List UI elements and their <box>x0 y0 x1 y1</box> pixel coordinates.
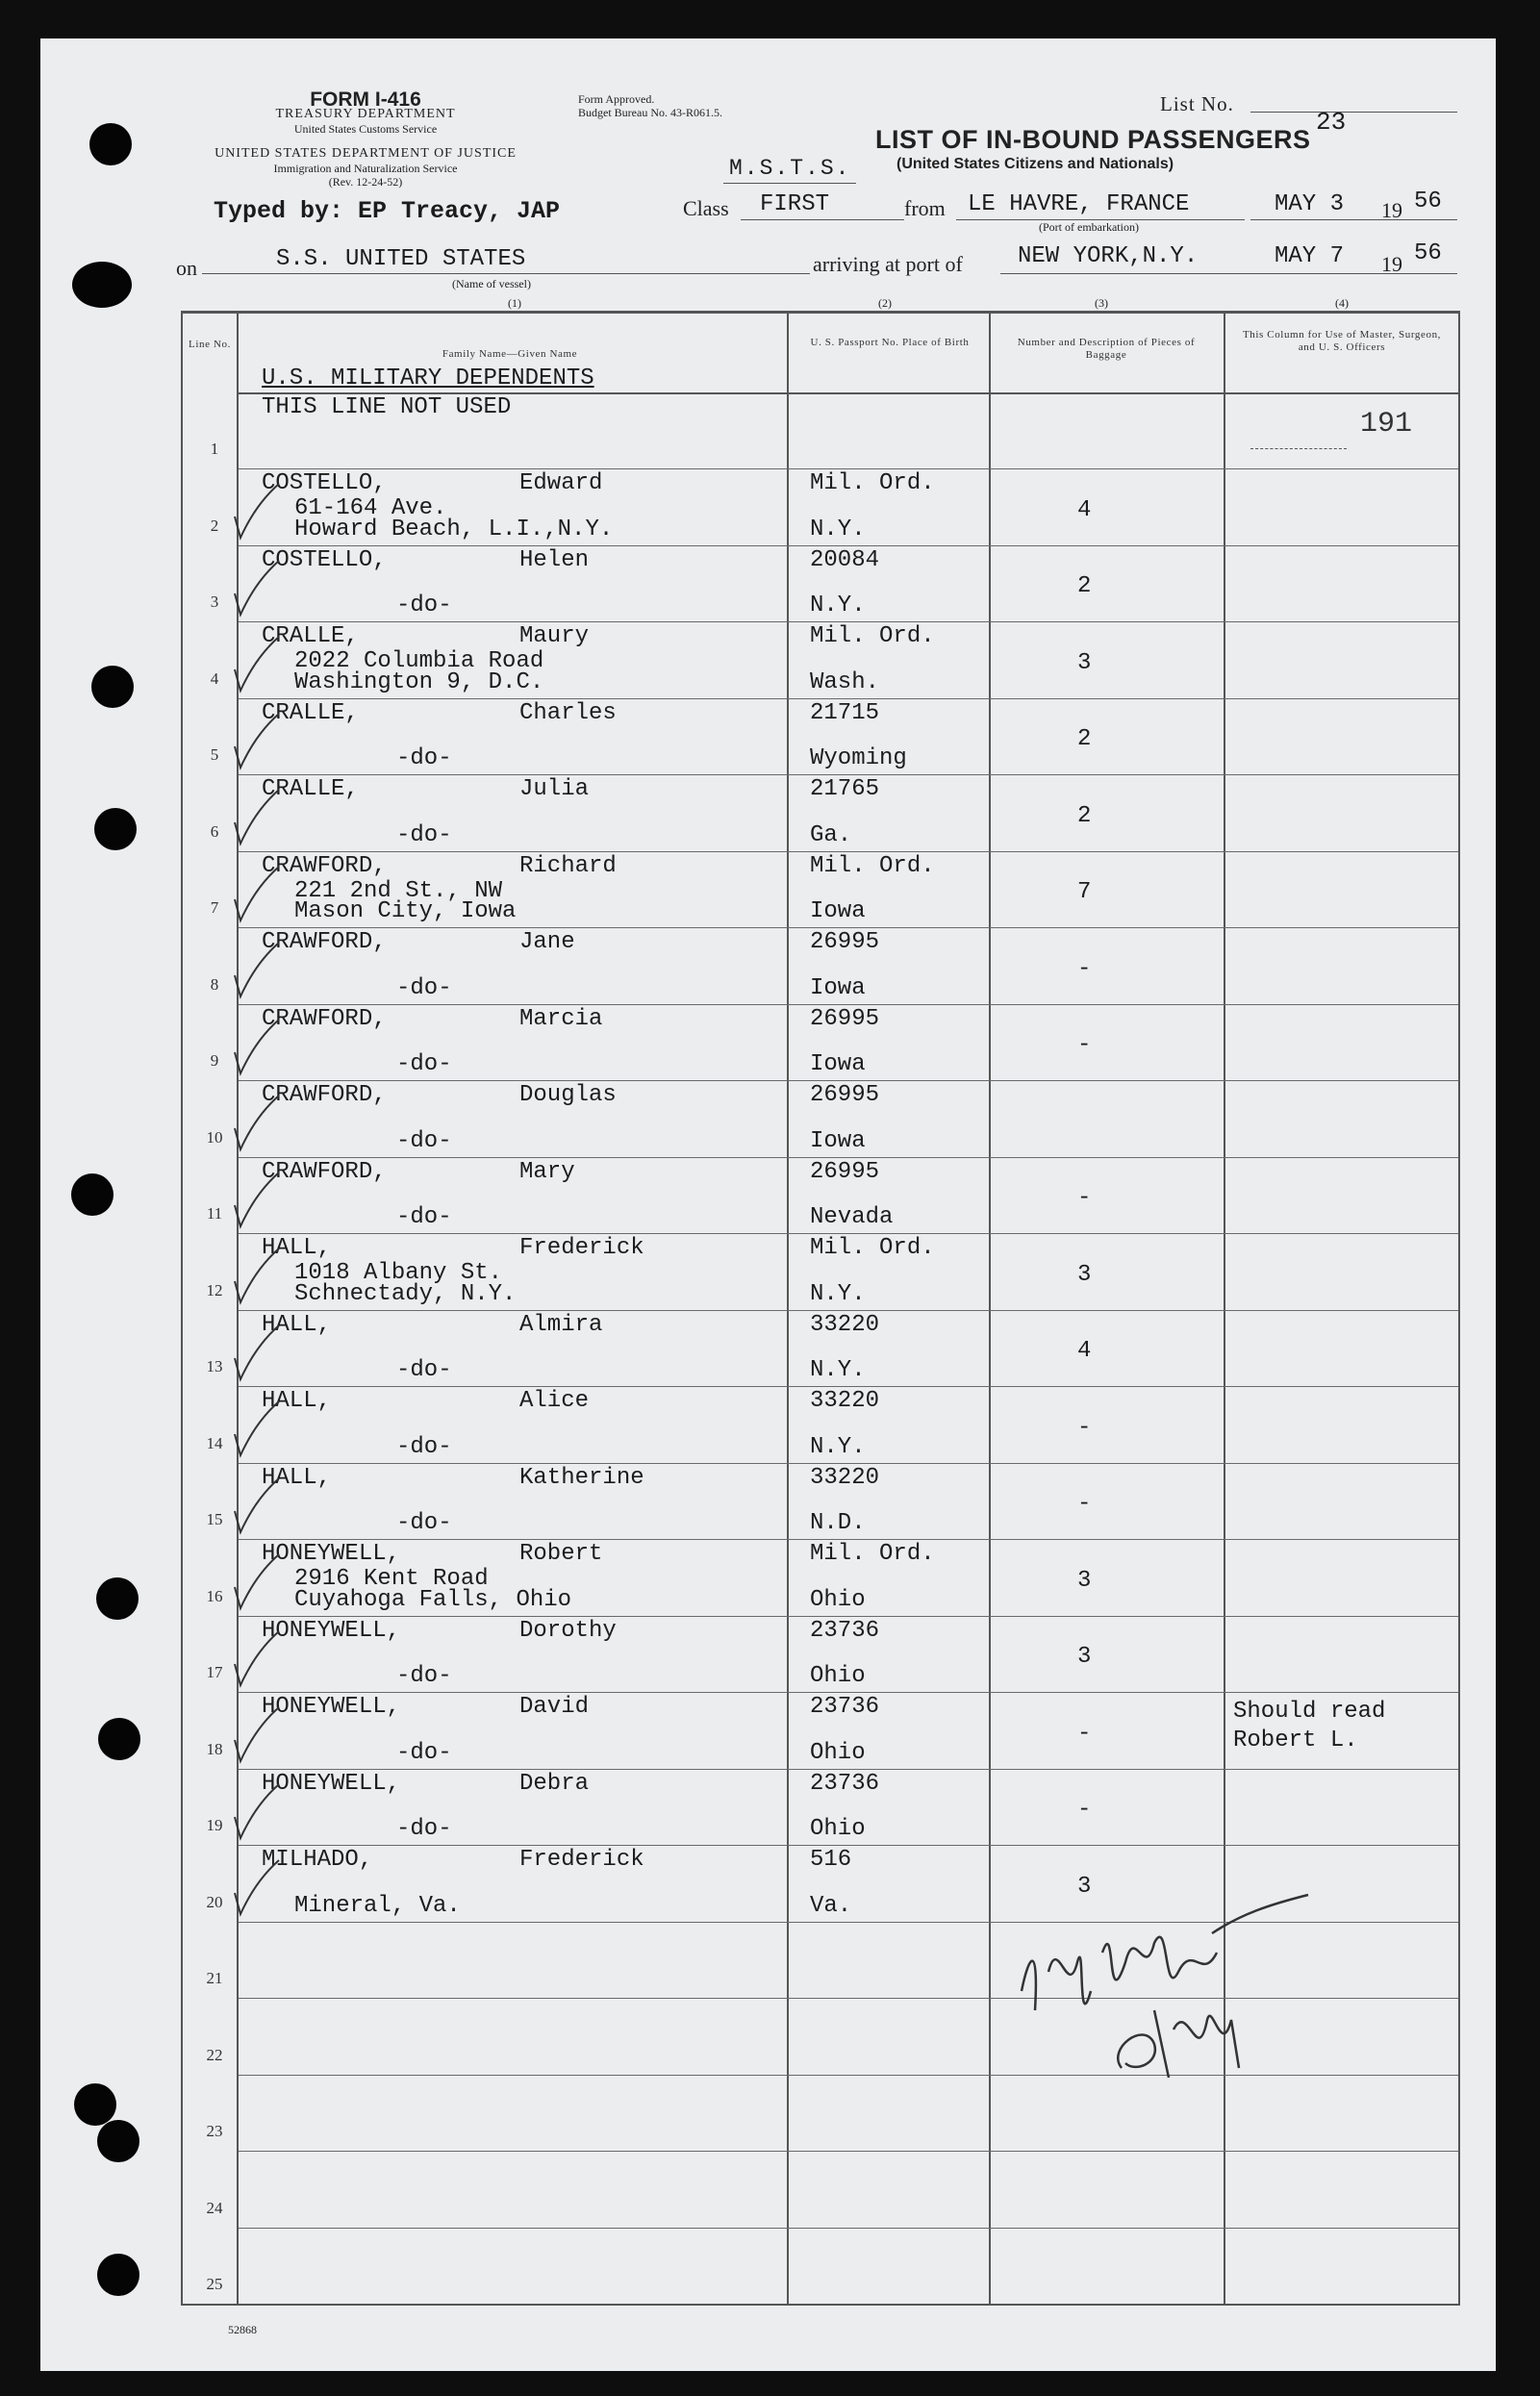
family-name: HALL, <box>262 1388 332 1415</box>
passport-no: 23736 <box>810 1617 880 1644</box>
on-label: on <box>176 256 197 280</box>
row-divider <box>239 2228 1458 2229</box>
passport-no: 26995 <box>810 929 880 956</box>
line-number: 6 <box>210 821 219 841</box>
baggage-count: 3 <box>1077 1873 1092 1900</box>
arrival-date: MAY 7 <box>1275 243 1345 269</box>
row-divider <box>239 1386 1458 1387</box>
check-mark-icon <box>229 1854 287 1922</box>
stamp-number: 191 <box>1360 408 1413 441</box>
place-of-birth: Ohio <box>810 1586 866 1613</box>
form-subtitle: (United States Citizens and Nationals) <box>896 156 1174 172</box>
line-number: 16 <box>206 1586 223 1605</box>
line-number: 1 <box>210 440 219 459</box>
line-number: 24 <box>206 2198 223 2217</box>
row-divider <box>239 1845 1458 1846</box>
ins-service: Immigration and Naturalization Service <box>273 162 458 175</box>
given-name: Maury <box>519 623 590 650</box>
arrival-port: NEW YORK,N.Y. <box>1018 243 1199 269</box>
departure-year-prefix: 19 <box>1381 198 1402 222</box>
baggage-count: - <box>1077 1414 1092 1441</box>
baggage-count: 2 <box>1077 573 1092 600</box>
punch-hole <box>74 2083 116 2126</box>
place-of-birth: N.Y. <box>810 1280 866 1307</box>
address-line-1: 2916 Kent Road <box>294 1566 489 1593</box>
revision-date: (Rev. 12-24-52) <box>328 175 403 189</box>
address-line-1: 2022 Columbia Road <box>294 648 544 675</box>
col-num-1: (1) <box>508 296 521 310</box>
line-number: 10 <box>206 1127 223 1147</box>
baggage-count: 2 <box>1077 726 1092 753</box>
line-number: 19 <box>206 1816 223 1835</box>
address-line-2: -do- <box>396 974 452 1001</box>
baggage-count: - <box>1077 1491 1092 1518</box>
given-name: Julia <box>519 776 590 803</box>
row-divider <box>239 1233 1458 1234</box>
line-number: 20 <box>206 1892 223 1911</box>
place-of-birth: Iowa <box>810 1127 866 1154</box>
given-name: Robert <box>519 1541 603 1568</box>
check-mark-icon <box>229 1167 287 1234</box>
place-of-birth: Wash. <box>810 668 880 695</box>
family-name: CRAWFORD, <box>262 1082 387 1109</box>
address-line-2: Schnectady, N.Y. <box>294 1280 517 1307</box>
check-mark-icon <box>229 1396 287 1463</box>
address-line-2: -do- <box>396 1816 452 1843</box>
place-of-birth: Ohio <box>810 1816 866 1843</box>
given-name: Edward <box>519 470 603 497</box>
address-line-2: -do- <box>396 1433 452 1460</box>
line-number: 23 <box>206 2122 223 2141</box>
row-divider <box>239 545 1458 546</box>
family-name: HONEYWELL, <box>262 1541 401 1568</box>
place-of-birth: Ga. <box>810 821 852 848</box>
officer-note: Should read Robert L. <box>1233 1699 1386 1754</box>
baggage-count: 4 <box>1077 496 1092 523</box>
punch-hole <box>97 2120 139 2162</box>
address-line-2: -do- <box>396 1510 452 1537</box>
row-divider <box>239 1692 1458 1693</box>
given-name: Alice <box>519 1388 590 1415</box>
given-name: Frederick <box>519 1847 644 1874</box>
passport-no: Mil. Ord. <box>810 623 935 650</box>
header-baggage: Number and Description of Pieces of Baggage <box>1017 337 1196 361</box>
punch-hole <box>94 808 137 850</box>
handwritten-signature <box>1010 1873 1327 2097</box>
address-line-2: Mason City, Iowa <box>294 898 517 925</box>
check-mark-icon <box>229 937 287 1004</box>
line-number: 21 <box>206 1969 223 1988</box>
check-mark-icon <box>229 1549 287 1616</box>
arrival-year-prefix: 19 <box>1381 252 1402 276</box>
port-embark-note: (Port of embarkation) <box>1039 220 1139 234</box>
family-name: HONEYWELL, <box>262 1617 401 1644</box>
baggage-count: 3 <box>1077 649 1092 676</box>
row-divider <box>239 1616 1458 1617</box>
family-name: HALL, <box>262 1235 332 1262</box>
vessel-note: (Name of vessel) <box>452 277 531 290</box>
row-divider <box>239 927 1458 928</box>
header-passport: U. S. Passport No. Place of Birth <box>810 337 970 348</box>
given-name: Douglas <box>519 1082 617 1109</box>
row-divider <box>239 1539 1458 1540</box>
passport-no: 33220 <box>810 1388 880 1415</box>
given-name: Richard <box>519 852 617 879</box>
line-number: 3 <box>210 593 219 612</box>
class-value: FIRST <box>760 191 830 217</box>
vessel-name: S.S. UNITED STATES <box>276 246 526 272</box>
check-mark-icon <box>229 631 287 698</box>
family-name: MILHADO, <box>262 1847 373 1874</box>
family-name: COSTELLO, <box>262 470 387 497</box>
form-title: LIST OF IN-BOUND PASSENGERS <box>875 125 1311 154</box>
check-mark-icon <box>229 1778 287 1846</box>
address-line-2: Howard Beach, L.I.,N.Y. <box>294 516 614 542</box>
passport-no: 26995 <box>810 1005 880 1032</box>
departure-year: 56 <box>1414 189 1442 214</box>
address-line-2: -do- <box>396 1051 452 1078</box>
family-name: CRAWFORD, <box>262 852 387 879</box>
class-label: Class <box>683 196 729 220</box>
punch-hole <box>98 1718 140 1760</box>
row-divider <box>239 1463 1458 1464</box>
line-number: 9 <box>210 1051 219 1071</box>
budget-bureau: Budget Bureau No. 43-R061.5. <box>578 106 722 119</box>
given-name: Frederick <box>519 1235 644 1262</box>
row-divider <box>239 774 1458 775</box>
family-name: HALL, <box>262 1311 332 1338</box>
line-number: 8 <box>210 974 219 994</box>
address-line-1: 221 2nd St., NW <box>294 877 503 904</box>
baggage-count: - <box>1077 955 1092 982</box>
address-line-2: -do- <box>396 1739 452 1766</box>
check-mark-icon <box>229 1702 287 1769</box>
address-line-1: 1018 Albany St. <box>294 1260 503 1287</box>
line-number: 11 <box>206 1204 223 1223</box>
given-name: Mary <box>519 1158 575 1185</box>
line-number: 12 <box>206 1280 223 1299</box>
place-of-birth: N.Y. <box>810 593 866 619</box>
passport-no: 21715 <box>810 699 880 726</box>
punch-hole <box>91 666 134 708</box>
passport-no: Mil. Ord. <box>810 1541 935 1568</box>
family-name: HONEYWELL, <box>262 1694 401 1721</box>
passport-no: 20084 <box>810 546 880 573</box>
line-number: 25 <box>206 2275 223 2293</box>
arrival-year: 56 <box>1414 240 1442 266</box>
family-name: CRAWFORD, <box>262 1005 387 1032</box>
check-mark-icon <box>229 478 287 545</box>
passport-no: 26995 <box>810 1082 880 1109</box>
passport-no: 516 <box>810 1847 852 1874</box>
family-name: CRALLE, <box>262 776 359 803</box>
from-label: from <box>904 196 946 220</box>
place-of-birth: Va. <box>810 1892 852 1919</box>
given-name: Katherine <box>519 1464 644 1491</box>
given-name: Helen <box>519 546 590 573</box>
passport-no: Mil. Ord. <box>810 1235 935 1262</box>
place-of-birth: Iowa <box>810 898 866 925</box>
punch-hole <box>97 2254 139 2296</box>
check-mark-icon <box>229 784 287 851</box>
address-line-2: -do- <box>396 821 452 848</box>
departure-date: MAY 3 <box>1275 191 1345 217</box>
punch-hole <box>89 123 132 165</box>
place-of-birth: N.Y. <box>810 1357 866 1384</box>
baggage-count: - <box>1077 1797 1092 1824</box>
row-divider <box>239 2151 1458 2152</box>
list-number: 23 <box>1316 108 1347 137</box>
msts-label: M.S.T.S. <box>729 156 851 181</box>
row-divider <box>239 1769 1458 1770</box>
baggage-count: - <box>1077 1720 1092 1747</box>
address-line-2: -do- <box>396 1204 452 1231</box>
address-line-2: -do- <box>396 1127 452 1154</box>
header-name: Family Name—Given Name <box>442 348 578 360</box>
family-name: CRALLE, <box>262 623 359 650</box>
baggage-count: 3 <box>1077 1644 1092 1671</box>
given-name: Almira <box>519 1311 603 1338</box>
row-divider <box>239 621 1458 622</box>
address-line-2: Washington 9, D.C. <box>294 668 544 695</box>
place-of-birth: Nevada <box>810 1204 894 1231</box>
form-approved: Form Approved. <box>578 92 655 106</box>
row-divider <box>239 1004 1458 1005</box>
place-of-birth: N.Y. <box>810 516 866 542</box>
row-divider <box>239 698 1458 699</box>
passport-no: 26995 <box>810 1158 880 1185</box>
given-name: Debra <box>519 1770 590 1797</box>
address-line-2: -do- <box>396 593 452 619</box>
check-mark-icon <box>229 708 287 775</box>
address-line-2: -do- <box>396 1663 452 1690</box>
check-mark-icon <box>229 1473 287 1540</box>
row-divider <box>239 1080 1458 1081</box>
punch-hole <box>71 1173 114 1216</box>
place-of-birth: N.D. <box>810 1510 866 1537</box>
check-mark-icon <box>229 1090 287 1157</box>
treasury-dept: TREASURY DEPARTMENT <box>275 107 456 121</box>
place-of-birth: Ohio <box>810 1663 866 1690</box>
row-divider <box>239 1157 1458 1158</box>
family-name: HONEYWELL, <box>262 1770 401 1797</box>
embarkation-port: LE HAVRE, FRANCE <box>968 191 1190 217</box>
place-of-birth: Wyoming <box>810 745 907 772</box>
family-name: HALL, <box>262 1464 332 1491</box>
family-name: CRAWFORD, <box>262 929 387 956</box>
punch-hole <box>72 262 132 308</box>
check-mark-icon <box>229 1014 287 1081</box>
passport-no: 33220 <box>810 1311 880 1338</box>
baggage-count: - <box>1077 1032 1092 1059</box>
place-of-birth: Iowa <box>810 1051 866 1078</box>
customs-service: United States Customs Service <box>293 122 438 136</box>
family-name: COSTELLO, <box>262 546 387 573</box>
line-number: 4 <box>210 668 219 688</box>
check-mark-icon <box>229 555 287 622</box>
baggage-count: 3 <box>1077 1567 1092 1594</box>
address-line-2: -do- <box>396 745 452 772</box>
family-name: CRAWFORD, <box>262 1158 387 1185</box>
given-name: Charles <box>519 699 617 726</box>
family-name: THIS LINE NOT USED <box>262 394 512 420</box>
baggage-count: 7 <box>1077 879 1092 906</box>
passport-no: 21765 <box>810 776 880 803</box>
line-number: 2 <box>210 516 219 535</box>
header-line-no: Line No. <box>189 339 231 350</box>
arriving-label: arriving at port of <box>813 252 963 276</box>
given-name: Marcia <box>519 1005 603 1032</box>
passport-no: Mil. Ord. <box>810 470 935 497</box>
place-of-birth: Iowa <box>810 974 866 1001</box>
passport-no: 33220 <box>810 1464 880 1491</box>
baggage-count: 3 <box>1077 1261 1092 1288</box>
place-of-birth: N.Y. <box>810 1433 866 1460</box>
given-name: David <box>519 1694 590 1721</box>
line-number: 22 <box>206 2045 223 2064</box>
baggage-count: 4 <box>1077 1338 1092 1365</box>
col-num-4: (4) <box>1335 296 1349 310</box>
line-number: 5 <box>210 745 219 765</box>
passport-no: 23736 <box>810 1770 880 1797</box>
line-number: 15 <box>206 1510 223 1529</box>
address-line-2: Mineral, Va. <box>294 1892 461 1919</box>
footer-code: 52868 <box>228 2323 257 2336</box>
place-of-birth: Ohio <box>810 1739 866 1766</box>
address-line-1: 61-164 Ave. <box>294 495 447 522</box>
punch-hole <box>96 1577 139 1620</box>
line-number: 14 <box>206 1433 223 1452</box>
address-line-2: -do- <box>396 1357 452 1384</box>
form-number: FORM I-416 <box>310 88 421 111</box>
baggage-count: 2 <box>1077 802 1092 829</box>
line-number: 7 <box>210 898 219 918</box>
given-name: Dorothy <box>519 1617 617 1644</box>
list-no-label: List No. <box>1160 92 1234 115</box>
family-name: CRALLE, <box>262 699 359 726</box>
col-num-2: (2) <box>878 296 892 310</box>
passport-no: 23736 <box>810 1694 880 1721</box>
header-officers: This Column for Use of Master, Surgeon, and U. S. Officers <box>1242 329 1442 353</box>
row-divider <box>239 1310 1458 1311</box>
row-divider <box>239 468 1458 469</box>
given-name: Jane <box>519 929 575 956</box>
line-number: 17 <box>206 1663 223 1682</box>
justice-dept: UNITED STATES DEPARTMENT OF JUSTICE <box>215 146 517 161</box>
check-mark-icon <box>229 1243 287 1310</box>
check-mark-icon <box>229 861 287 928</box>
address-line-2: Cuyahoga Falls, Ohio <box>294 1586 572 1613</box>
group-heading: U.S. MILITARY DEPENDENTS <box>262 366 594 391</box>
line-number: 18 <box>206 1739 223 1758</box>
col-num-3: (3) <box>1095 296 1108 310</box>
typed-by: Typed by: EP Treacy, JAP <box>214 197 561 225</box>
line-number: 13 <box>206 1357 223 1376</box>
row-divider <box>239 851 1458 852</box>
check-mark-icon <box>229 1320 287 1387</box>
passport-no: Mil. Ord. <box>810 852 935 879</box>
baggage-count: - <box>1077 1185 1092 1212</box>
check-mark-icon <box>229 1626 287 1693</box>
